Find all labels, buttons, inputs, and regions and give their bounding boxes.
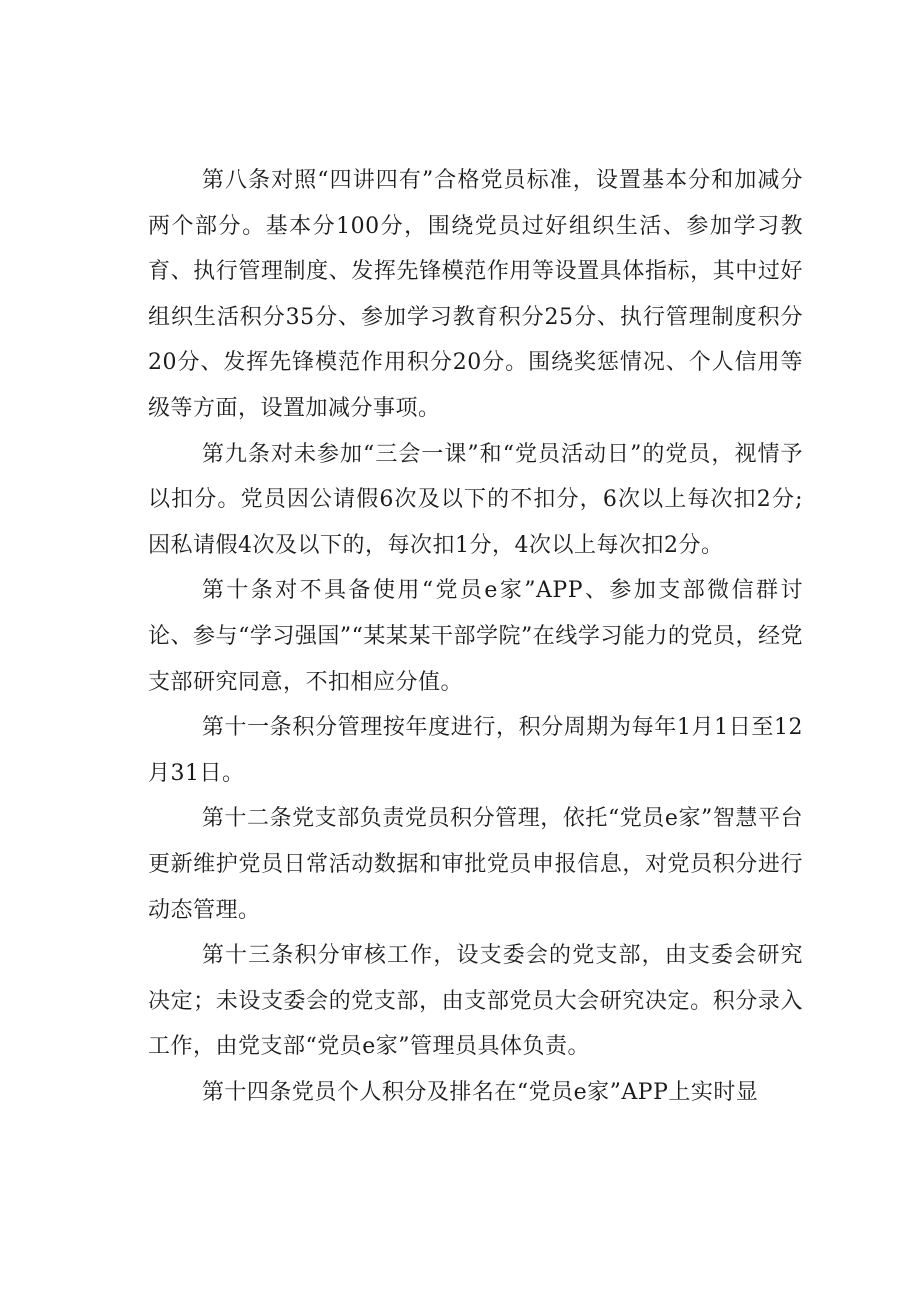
article-13-paragraph: 第十三条积分审核工作，设支委会的党支部，由支委会研究决定；未设支委会的党支部，由支部党员大会研究决定。积分录入工作，由党支部“党员e家”管理员具体负责。 xyxy=(148,943,803,1060)
article-9-paragraph: 第九条对未参加“三会一课”和“党员活动日”的党员，视情予以扣分。党员因公请假6次及以下的不扣分，6次以上每次扣2分;因私请假4次及以下的，每次扣1分，4次以上每次扣2分。 xyxy=(148,441,803,558)
article-10-paragraph: 第十条对不具备使用“党员e家”APP、参加支部微信群讨论、参与“学习强国”“某某某干部学院”在线学习能力的党员，经党支部研究同意，不扣相应分值。 xyxy=(148,578,803,695)
article-12-paragraph: 第十二条党支部负责党员积分管理，依托“党员e家”智慧平台更新维护党员日常活动数据和审批党员申报信息，对党员积分进行动态管理。 xyxy=(148,806,803,923)
article-14-paragraph: 第十四条党员个人积分及排名在“党员e家”APP上实时显 xyxy=(201,1079,759,1105)
article-11-paragraph: 第十一条积分管理按年度进行，积分周期为每年1月1日至12月31日。 xyxy=(148,715,803,786)
article-8-paragraph: 第八条对照“四讲四有”合格党员标准，设置基本分和加减分两个部分。基本分100分，围绕党员过好组织生活、参加学习教育、执行管理制度、发挥先锋模范作用等设置具体指标，其中过好组织生活积分35分、参加学习教育积分25分、执行管理制度积分20分、发挥先锋模范作用积分20分。围绕奖惩情况、个人信用等级等方面，设置加减分事项。 xyxy=(148,168,803,421)
document-body xyxy=(148,158,803,1115)
